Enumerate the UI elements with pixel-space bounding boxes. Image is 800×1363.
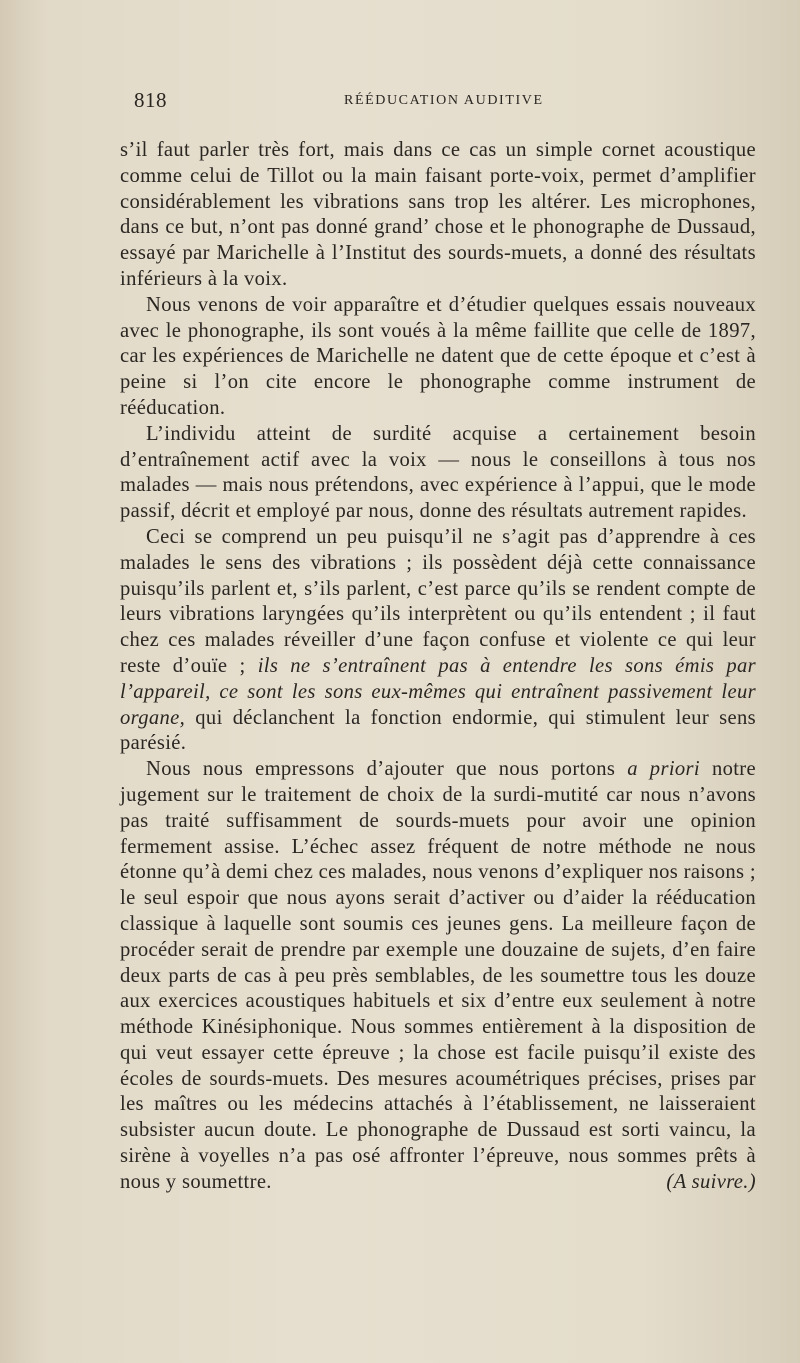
page-header: [134, 88, 754, 118]
paragraph-1: s’il faut parler très fort, mais dans ce cas un simple cornet acoustique comme celui de Tillot ou la main faisant porte-voix, permet d’amplifier considérablement les vibrations sans trop les altérer. Les microphones, dans ce but, n’ont pas donné grand’ chose et le phonographe de Dussaud, essayé par Marichelle à l’Institut des sourds-muets, a donné des résultats inférieurs à la voix.: [120, 139, 756, 290]
body-text: [120, 138, 756, 1196]
paragraph-4: [120, 525, 756, 757]
paragraph-5: [120, 757, 756, 1196]
paragraph-2: Nous venons de voir apparaître et d’étudier quelques essais nouveaux avec le phonographe, ils sont voués à la même faillite que celle de 1897, car les expériences de Marichelle ne datent que de cette époque et c’est à peine si l’on cite encore le phonographe comme instrument de rééducation.: [120, 293, 756, 419]
paragraph-5-rest: notre jugement sur le traitement de choix de la surdi-mutité car nous n’avons pas traité suffisamment de sourds-muets pour avoir une opinion fermement assise. L’échec assez fréquent de notre méthode ne nous étonne qu’à demi chez ces malades, nous venons d’expliquer nos raisons ; le seul espoir que nous ayons serait d’activer ou d’aider la rééducation classique à laquelle sont soumis ces jeunes gens. La meilleure façon de procéder serait de prendre par exemple une douzaine de sujets, d’en faire deux parts de cas à peu près semblables, de les soumettre tous les douze aux exercices acoustiques habituels et six d’entre eux seulement à notre méthode Kinésiphonique. Nous sommes entièrement à la disposition de qui veut essayer cette épreuve ; la chose est facile puisqu’il existe des écoles de sourds-muets. Des mesures acoumétriques précises, prises par les maîtres ou les médecins attachés à l’établissement, ne laisseraient subsister aucun doute. Le phonographe de Dussaud est sorti vaincu, la sirène à voyelles n’a pas osé affronter l’épreuve, nous sommes prêts à nous y soumettre.: [120, 758, 757, 1193]
paragraph-5-italic: a priori: [627, 758, 700, 781]
running-title: RÉÉDUCATION AUDITIVE: [344, 93, 544, 108]
paragraph-4-end: qui déclanchent la fonction endormie, qui stimulent leur sens parésié.: [120, 706, 757, 755]
to-be-continued: (A suivre.): [666, 1170, 756, 1193]
paragraph-4-start: Ceci se comprend un peu puisqu’il ne s’agit pas d’apprendre à ces malades le sens des vibrations ; ils possèdent déjà cette connaissance puisqu’ils parlent et, s’ils parlent, c’est parce qu’ils se rendent compte de leurs vibrations laryngées qu’ils interprètent ou qu’ils entendent ; il faut chez ces malades réveiller d’une façon confuse et violente ce qui leur reste d’ouïe ;: [120, 525, 756, 677]
paragraph-3: L’individu atteint de surdité acquise a certainement besoin d’entraînement actif avec la voix — nous le conseillons à tous nos malades — mais nous prétendons, avec expérience à l’appui, que le mode passif, décrit et employé par nous, donne des résultats autrement rapides.: [120, 422, 756, 523]
paragraph-4-italic: ils ne s’entraînent pas à entendre les sons émis par l’appareil, ce sont les sons eux-mêmes qui entraînent passivement leur organe,: [120, 654, 757, 729]
paragraph-5-start: Nous nous empressons d’ajouter que nous portons: [146, 758, 616, 781]
page-number: 818: [134, 88, 167, 112]
